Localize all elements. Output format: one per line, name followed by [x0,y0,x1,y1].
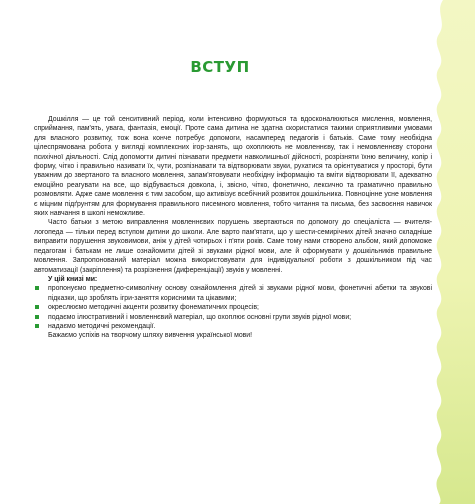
list-item-text: пропонуємо предметно-символічну основу ознайомлення дітей зі звуками рідної мови, фонетичні абетки та звукові підказки, що зроблять ігри-заняття корисними та цікавими; [48,285,432,302]
list-item-text: надаємо методичні рекомендації. [48,322,156,330]
feature-list [34,284,432,331]
list-intro: У цій книзі ми: [48,275,98,283]
square-bullet-icon [35,324,39,328]
paragraph-1: Дошкілля — це той сенситивний період, коли інтенсивно формуються та вдосконалюються мислення, мовлення, сприймання, пам'ять, увага, фантазія, емоції. Проте сама дитина не здатна скористатися такими сприятливими умовами для власного розвитку, тож вона конче потребує допомоги, насамперед педагогів і батьків. Саме тому необхідна цілеспрямована робота у вигляді комплексних ігор-занять, що охоплюють не мовленнєву, так і немовленнєву сторони психічної діяльності. Слід допомогти дитині пізнавати предмети навколишньої дійсності, розрізняти їхню величину, колір і форму, чітко і правильно називати їх, чути, розпізнавати та відтворювати звуки, рухатися та орієнтуватися у просторі, бути уважним до звертаного та власного мовлення, запам'ятовувати необхідну інформацію та вміти відтворювати її, адекватно емоційно реагувати на все, що відбувається довкола, і, звісно, чітко, фонетично, лексично та граматично правильно розмовляти. Адже саме мовлення є тим засобом, що активізує всебічний розвиток дошкільника. Повноцінне усне мовлення є міцним підґрунтям для формування правильного писемного мовлення, тобто читання та письма, без засвоєння навичок яких навчання в школі неможливе. [34,116,432,218]
wave-edge-shape [436,0,475,504]
list-item [34,313,432,322]
square-bullet-icon [35,286,39,290]
list-item [34,303,432,312]
list-item-text: подаємо ілюстративний і мовленнєвий матеріал, що охоплює основні групи звуків рідної мови; [48,313,352,321]
paragraph-2: Часто батьки з метою виправлення мовленнєвих порушень звертаються по допомогу до спеціаліста — вчителя-логопеда — тільки перед вступом дитини до школи. Але варто пам'ятати, що у шести-семирічних дітей значно складніше виправити порушення звуковимови, аніж у дітей чотирьох і п'яти років. Саме тому нами створено альбом, який допоможе педагогам і батькам не лише ознайомити дітей зі звуками рідної мови, але й сформувати у дошкільників правильне мовлення. Запропонований матеріал можна використовувати для індивідуальної роботи з дошкільником під час автоматизації (закріплення) та розрізнення (диференціації) звуків у мовленні. [34,219,432,274]
page-title: ВСТУП [190,58,250,76]
closing-line: Бажаємо успіхів на творчому шляху вивчення української мови! [48,332,253,340]
square-bullet-icon [35,305,39,309]
list-item-text: окреслюємо методичні акценти розвитку фонематичних процесів; [48,304,259,312]
list-item [34,284,432,303]
square-bullet-icon [35,315,39,319]
list-item [34,322,432,331]
body-text [34,115,432,341]
